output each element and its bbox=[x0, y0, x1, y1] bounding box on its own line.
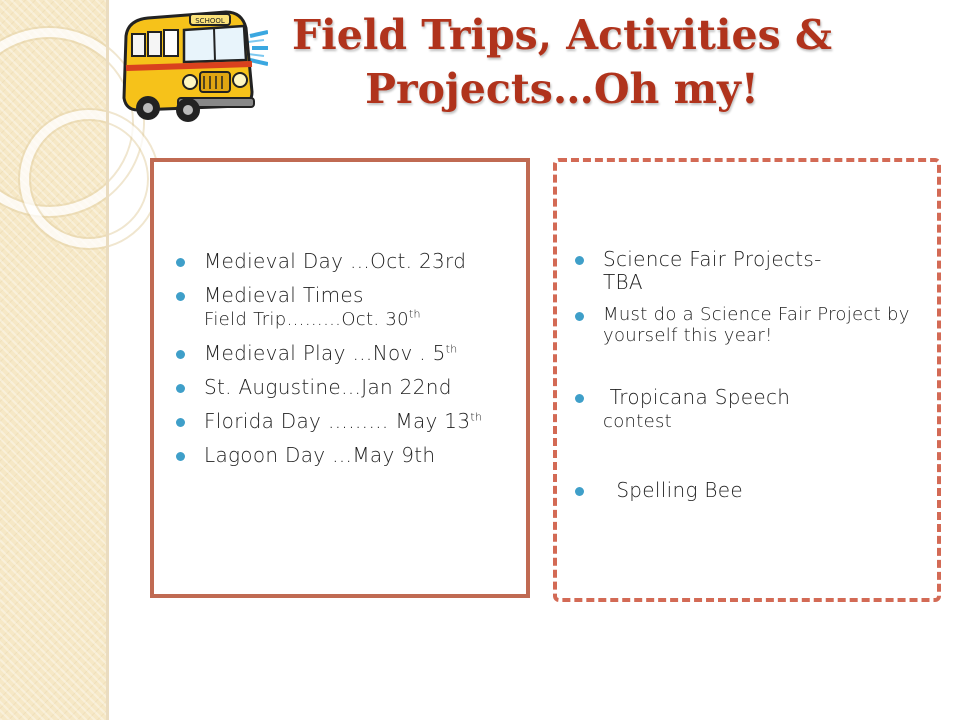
list-item-text: Tropicana Speech bbox=[603, 385, 791, 409]
list-item-text-line2: contest bbox=[603, 411, 672, 432]
list-item-text-line2: Field Trip………Oct. 30 bbox=[204, 309, 409, 330]
list-item bbox=[176, 342, 526, 365]
list-item-text: Medieval Play …Nov . 5 bbox=[204, 341, 446, 365]
bullet-icon bbox=[176, 292, 185, 301]
bullet-icon bbox=[575, 487, 584, 496]
list-item bbox=[176, 410, 526, 433]
list-item bbox=[575, 248, 935, 294]
decorative-ring bbox=[20, 110, 158, 248]
title-line-1: Field Trips, Activities & bbox=[292, 11, 832, 59]
slide-title bbox=[262, 8, 862, 116]
list-item bbox=[176, 284, 526, 331]
list-item-text: St. Augustine…Jan 22nd bbox=[204, 375, 452, 399]
list-item-text: Lagoon Day …May 9th bbox=[204, 443, 436, 467]
projects-list bbox=[575, 248, 935, 512]
list-item bbox=[575, 304, 935, 346]
list-item-text: Spelling Bee bbox=[603, 478, 744, 502]
ordinal-suffix: th bbox=[470, 410, 483, 424]
list-item bbox=[176, 250, 526, 273]
field-trips-box bbox=[150, 158, 530, 598]
decorative-side-band bbox=[0, 0, 108, 720]
school-bus-icon bbox=[118, 6, 268, 124]
ordinal-suffix: th bbox=[445, 342, 458, 356]
field-trips-list bbox=[176, 250, 526, 478]
bullet-icon bbox=[176, 452, 185, 461]
list-item-text-line2: TBA bbox=[603, 270, 643, 294]
list-item-text: Must do a Science Fair Project by yourself this year! bbox=[603, 304, 910, 346]
list-item bbox=[575, 386, 935, 433]
list-item-text: Medieval Times bbox=[204, 283, 364, 307]
list-item bbox=[176, 376, 526, 399]
bullet-icon bbox=[176, 258, 185, 267]
bullet-icon bbox=[575, 312, 584, 321]
list-item bbox=[176, 444, 526, 467]
projects-box bbox=[553, 158, 941, 602]
bullet-icon bbox=[575, 256, 584, 265]
ordinal-suffix: th bbox=[408, 307, 421, 321]
list-item-text: Science Fair Projects- bbox=[603, 247, 822, 271]
side-band-edge bbox=[106, 0, 109, 720]
title-line-2: Projects…Oh my! bbox=[365, 65, 759, 113]
list-item bbox=[575, 479, 935, 502]
list-item-text: Florida Day ……… May 13 bbox=[204, 409, 471, 433]
bullet-icon bbox=[176, 384, 185, 393]
list-item-text: Medieval Day …Oct. 23rd bbox=[204, 249, 467, 273]
bullet-icon bbox=[176, 350, 185, 359]
bus-sign-text: SCHOOL bbox=[195, 17, 225, 25]
bullet-icon bbox=[176, 418, 185, 427]
bullet-icon bbox=[575, 394, 584, 403]
